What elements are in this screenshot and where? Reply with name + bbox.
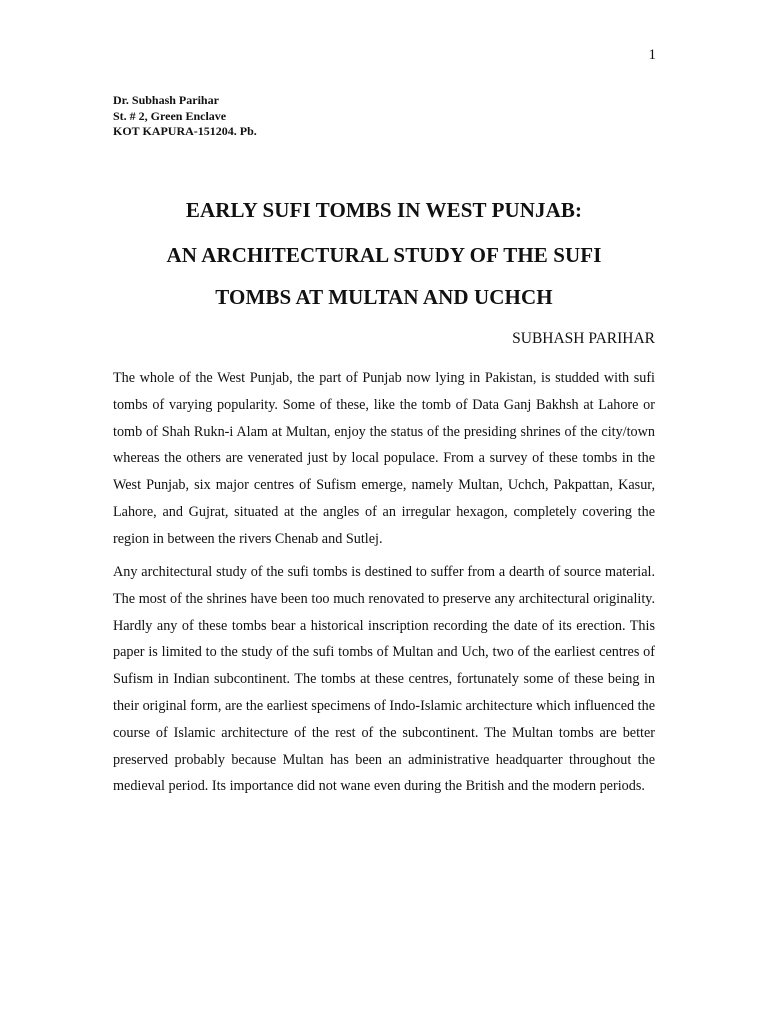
paragraph-1: The whole of the West Punjab, the part of Punjab now lying in Pakistan, is studded with sufi tombs of varying popularity. Some of these, like the tomb of Data Ganj Bakhsh at Lahore or tomb of Shah Rukn-i Alam at Multan, enjoy the status of the presiding shrines of the city/town whereas the others are venerated just by local populace. From a survey of these tombs in the West Punjab, six major centres of Sufism emerge, namely Multan, Uchch, Pakpattan, Kasur, Lahore, and Gujrat, situated at the angles of an irregular hexagon, completely covering the region in between the rivers Chenab and Sutlej.	[113, 370, 655, 547]
address-name: Dr. Subhash Parihar	[113, 93, 219, 107]
title-line-2: AN ARCHITECTURAL STUDY OF THE SUFI	[166, 243, 602, 267]
title-line-3: TOMBS AT MULTAN AND UCHCH	[215, 285, 553, 309]
author-address-block	[113, 93, 257, 140]
paragraph-2: Any architectural study of the sufi tombs is destined to suffer from a dearth of source material. The most of the shrines have been too much renovated to preserve any architectural originality. Hardly any of these tombs bear a historical inscription recording the date of its erection. This paper is limited to the study of the sufi tombs of Multan and Uch, two of the earliest centres of Sufism in Indian subcontinent. The tombs at these centres, fortunately some of these being in their original form, are the earliest specimens of Indo-Islamic architecture which influenced the course of Islamic architecture of the rest of the subcontinent. The Multan tombs are better preserved probably because Multan has been an administrative headquarter throughout the medieval period. Its importance did not wane even during the British and the modern periods.	[113, 564, 655, 795]
address-city: KOT KAPURA-151204. Pb.	[113, 124, 257, 138]
address-street: St. # 2, Green Enclave	[113, 108, 227, 123]
author-byline: SUBHASH PARIHAR	[512, 330, 655, 347]
title-line-1: EARLY SUFI TOMBS IN WEST PUNJAB:	[185, 198, 583, 222]
page-number: 1	[648, 47, 656, 63]
